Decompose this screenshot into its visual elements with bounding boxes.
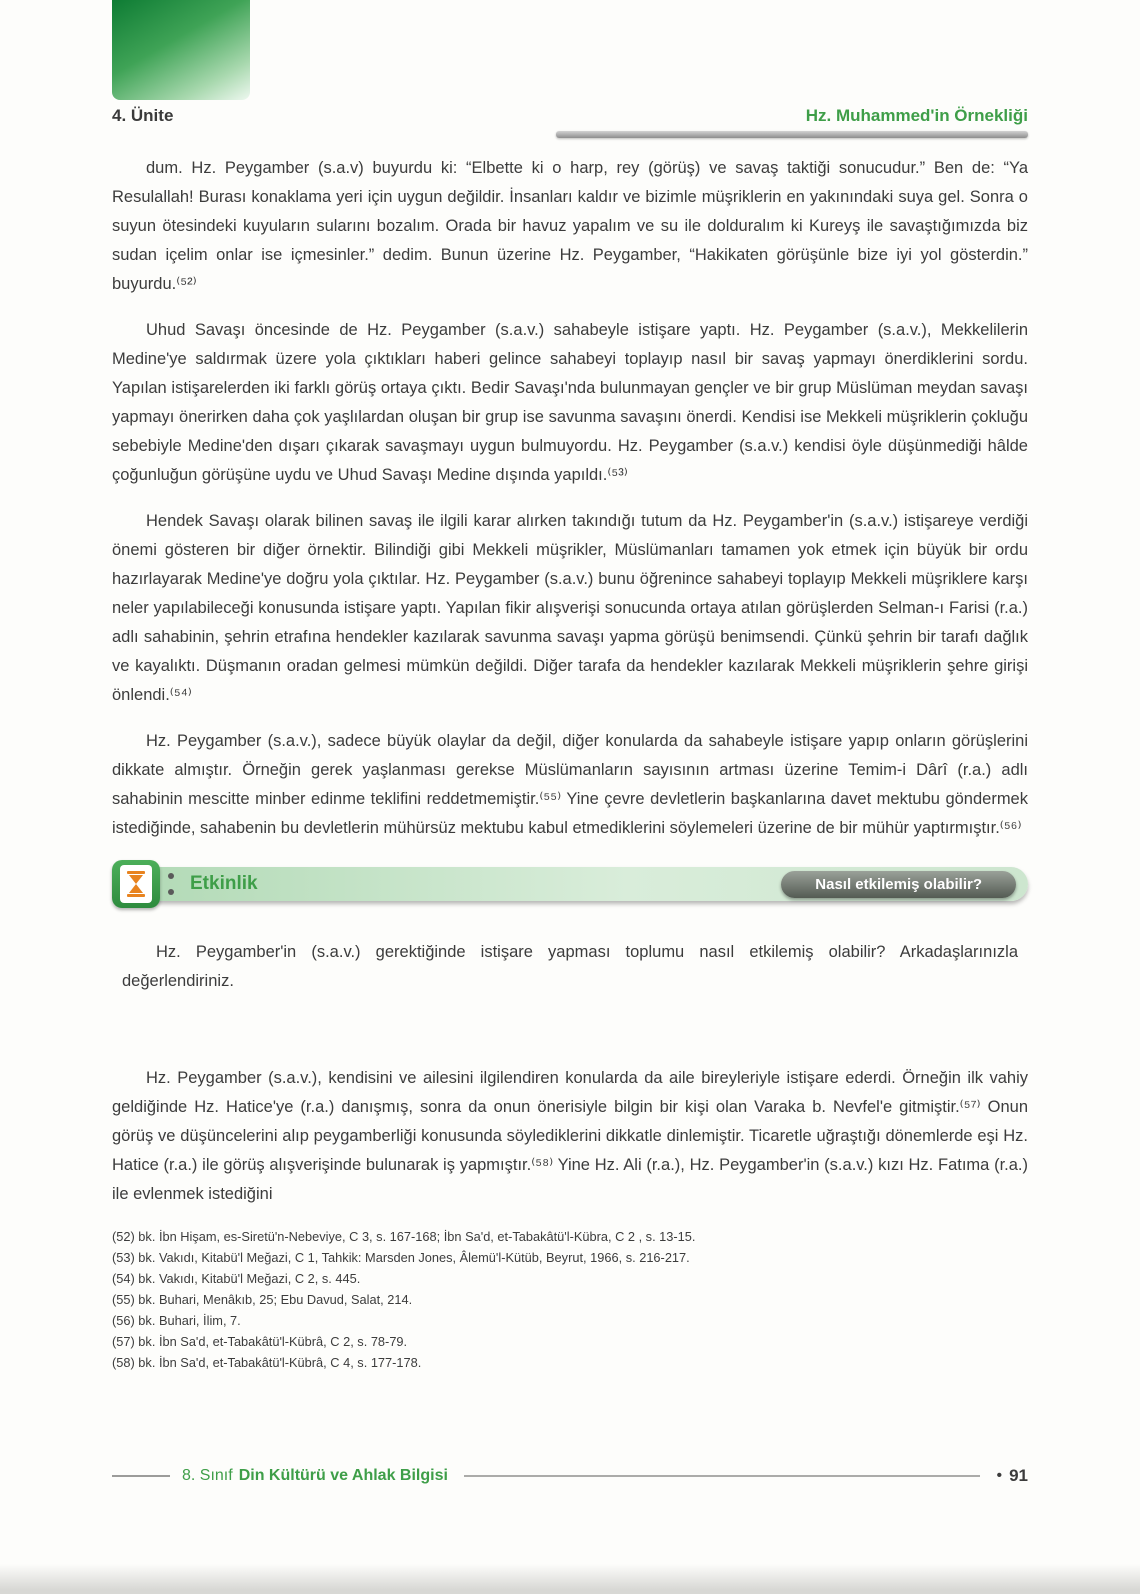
footer-book-title: Din Kültürü ve Ahlak Bilgisi [238, 1467, 448, 1484]
body-paragraph: Hendek Savaşı olarak bilinen savaş ile ilgili karar alırken takındığı tutum da Hz. Peygamber'in (s.a.v.) istişareye verdiği önemi gösteren bir diğer örnektir. Bilindiği gibi Mekkeli müşrikler, Müslümanları tamamen yok etmek için büyük bir ordu hazırlayarak Medine'ye doğru yola çıktılar. Hz. Peygamber (s.a.v.) bunu öğrenince sahabeyi toplayıp Mekkeli müşriklere karşı neler yapılabileceği konusunda istişare yaptı. Yapılan fikir alışverişi sonucunda ortaya atılan görüşlerden Selman-ı Farisi (r.a.) adlı sahabinin, şehrin etrafına hendekler kazılarak savunma savaşı yapma görüşü benimsendi. Çünkü şehrin bir tarafı dağlık ve kayalıktı. Düşmanın oradan gelmesi mümkün değildi. Diğer tarafa da hendekler kazılarak Mekkeli müşriklerin şehre girişi önlendi.⁽⁵⁴⁾ [112, 512, 1028, 704]
activity-hint-badge: Nasıl etkilemiş olabilir? [781, 871, 1016, 898]
chapter-title: Hz. Muhammed'in Örnekliği [805, 106, 1028, 125]
header-rule [556, 131, 1028, 138]
body-paragraph: Uhud Savaşı öncesinde de Hz. Peygamber (s.a.v.) sahabeyle istişare yaptı. Hz. Peygamber (s.a.v.), Mekkelilerin Medine'ye saldırmak üzere yola çıktıkları haberi gelince sahabeyi toplayıp nasıl bir savaş yapmayı önerdiklerini sordu. Yapılan istişarelerden iki farklı görüş ortaya çıktı. Bedir Savaşı'nda bulunmayan gençler ve bir grup Müslüman meydan savaşı yapmayı önerirken daha çok yaşlılardan oluşan bir grup ise savunma savaşını önerdi. Kendisi ise Mekkeli müşriklerin çokluğu sebebiyle Medine'den dışarı çıkarak savaşmayı uygun bulmuyordu. Hz. Peygamber (s.a.v.) kendisi öyle düşünmediği hâlde çoğunluğun görüşüne uydu ve Uhud Savaşı Medine dışında yapıldı.⁽⁵³⁾ [112, 321, 1028, 484]
body-paragraphs-bottom [112, 1064, 1028, 1209]
page-footer [0, 1466, 1140, 1486]
decorative-dots [168, 871, 174, 897]
page-number: 91 [1009, 1466, 1028, 1485]
unit-tab-graphic [112, 0, 250, 100]
footnote: (57) bk. İbn Sa'd, et-Tabakâtü'l-Kübrâ, C 2, s. 78-79. [112, 1334, 408, 1349]
footer-grade: 8. Sınıf [182, 1467, 233, 1484]
unit-label: 4. Ünite [112, 106, 174, 125]
footnote: (53) bk. Vakıdı, Kitabü'l Meğazi, C 1, Tahkik: Marsden Jones, Âlemü'l-Kütüb, Beyrut, 1966, s. 216-217. [112, 1250, 690, 1265]
hourglass-icon-frame [120, 865, 152, 903]
body-paragraph: dum. Hz. Peygamber (s.a.v) buyurdu ki: “Elbette ki o harp, rey (görüş) ve savaş taktiği sonucudur.” Ben de: “Ya Resulallah! Burası konaklama yeri için uygun değildir. İnsanları kaldır ve bizimle müşriklerin en yakınındaki suya gel. Sonra o suyun ötesindeki kuyuların sularını bozalım. Orada bir havuz yapalım ve su ile dolduralım ki Kureyş ile savaştığımızda biz sudan içelim onlar ise içmesinler.” dedim. Bunun üzerine Hz. Peygamber, “Hakikaten görüşünle bize iyi yol gösterdin.” buyurdu.⁽⁵²⁾ [112, 159, 1028, 293]
footnotes [0, 1226, 1140, 1373]
body-paragraphs-top [112, 154, 1028, 843]
activity-label: Etkinlik [190, 873, 258, 894]
activity-header-bar [112, 860, 1028, 908]
activity-spacer [112, 1002, 1028, 1050]
scan-edge-shadow [0, 1564, 1140, 1594]
activity-question: Hz. Peygamber'in (s.a.v.) gerektiğinde istişare yapması toplumu nasıl etkilemiş olabilir? Arkadaşlarınızla değerlendiriniz. [122, 943, 1018, 990]
footer-rule-long [464, 1475, 981, 1477]
page-number-bullet: • [996, 1467, 1003, 1484]
footnote: (52) bk. İbn Hişam, es-Siretü'n-Nebeviye, C 3, s. 167-168; İbn Sa'd, et-Tabakâtü'l-Kübra, C 2 , s. 13-15. [112, 1229, 696, 1244]
footnote: (54) bk. Vakıdı, Kitabü'l Meğazi, C 2, s. 445. [112, 1271, 361, 1286]
page-content [0, 138, 1140, 1209]
footnote: (56) bk. Buhari, İlim, 7. [112, 1313, 241, 1328]
body-paragraph: Hz. Peygamber (s.a.v.), kendisini ve ailesini ilgilendiren konularda da aile bireyleriyle istişare ederdi. Örneğin ilk vahiy geldiğinde Hz. Hatice'ye (r.a.) danışmış, sonra da onun önerisiyle bilgin bir kişi olan Varaka b. Nevfel'e gitmiştir.⁽⁵⁷⁾ Onun görüş ve düşüncelerini alıp peygamberliği konusunda söylediklerini dikkatle dinlemiştir. Ticaretle uğraştığı dönemlerde eşi Hz. Hatice (r.a.) ile görüş alışverişinde bulunarak iş yapmıştır.⁽⁵⁸⁾ Yine Hz. Ali (r.a.), Hz. Peygamber'in (s.a.v.) kızı Hz. Fatıma (r.a.) ile evlenmek istediğini [112, 1069, 1028, 1203]
footnote: (55) bk. Buhari, Menâkıb, 25; Ebu Davud, Salat, 214. [112, 1292, 413, 1307]
footnote: (58) bk. İbn Sa'd, et-Tabakâtü'l-Kübrâ, C 4, s. 177-178. [112, 1355, 422, 1370]
hourglass-icon [112, 860, 160, 908]
footer-rule-short [112, 1475, 170, 1477]
activity-box [112, 860, 1028, 1050]
body-paragraph: Hz. Peygamber (s.a.v.), sadece büyük olaylar da değil, diğer konularda da sahabeyle istişare yapıp onların görüşlerini dikkate almıştır. Örneğin gerek yaşlanması gerekse Müslümanların sayısının artması üzerine Temim-i Dârî (r.a.) adlı sahabinin mescitte minber edinme teklifini reddetmemiştir.⁽⁵⁵⁾ Yine çevre devletlerin başkanlarına davet mektubu göndermek istediğinde, sahabenin bu devletlerin mühürsüz mektubu kabul etmediklerini söylemeleri üzerine de bir mühür yaptırmıştır.⁽⁵⁶⁾ [112, 732, 1028, 837]
